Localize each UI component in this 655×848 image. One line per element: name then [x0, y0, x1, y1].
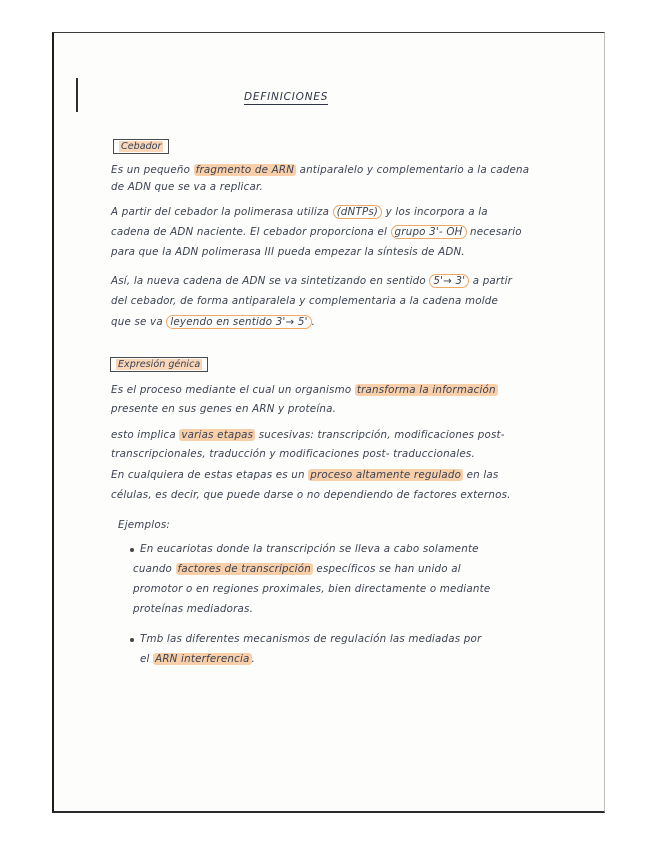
text-line: del cebador, de forma antiparalela y complementaria a la cadena molde [111, 295, 499, 307]
circled-term: grupo 3'- OH [391, 225, 467, 239]
text-line: Así, la nueva cadena de ADN se va sintetizando en sentido 5'→ 3' a partir [111, 275, 513, 287]
circled-term: 5'→ 3' [429, 274, 469, 288]
text-line: promotor o en regiones proximales, bien directamente o mediante [133, 583, 491, 595]
highlight: factores de transcripción [177, 563, 311, 575]
text-line: Es un pequeño fragmento de ARN antiparalelo y complementario a la cadena [111, 164, 530, 176]
text-line: presente en sus genes en ARN y proteína. [111, 403, 337, 415]
section-heading-cebador [113, 139, 169, 154]
text-line: Es el proceso mediante el cual un organismo transforma la información [111, 384, 496, 396]
highlight: ARN interferencia [155, 653, 250, 665]
page-title: DEFINICIONES [244, 91, 329, 103]
text-line: proteínas mediadoras. [133, 603, 254, 615]
margin-mark [76, 78, 78, 112]
section-heading-expresion-genica [110, 357, 208, 372]
text-line: En eucariotas donde la transcripción se lleva a cabo solamente [140, 543, 479, 555]
highlight: fragmento de ARN [195, 164, 295, 176]
section-heading-label: Expresión génica [118, 359, 201, 370]
text-line: cadena de ADN naciente. El cebador proporciona el grupo 3'- OH necesario [111, 226, 522, 238]
text-line: para que la ADN polimerasa III pueda empezar la síntesis de ADN. [111, 246, 465, 258]
highlight: transforma la información [356, 384, 496, 396]
text-line: esto implica varias etapas sucesivas: transcripción, modificaciones post- [111, 429, 505, 441]
text-line: cuando factores de transcripción específicos se han unido al [133, 563, 461, 575]
text-line: células, es decir, que puede darse o no dependiendo de factores externos. [111, 489, 511, 501]
bullet-dot [130, 548, 134, 552]
text-line: En cualquiera de estas etapas es un proceso altamente regulado en las [111, 469, 499, 481]
text-line: el ARN interferencia . [140, 653, 256, 665]
highlight: varias etapas [181, 429, 254, 441]
text-line: que se va leyendo en sentido 3'→ 5' . [111, 316, 316, 328]
text-line: A partir del cebador la polimerasa utiliza (dNTPs) y los incorpora a la [111, 206, 488, 218]
text-line: transcripcionales, traducción y modificaciones post- traduccionales. [111, 448, 475, 460]
text-line: Tmb las diferentes mecanismos de regulación las mediadas por [140, 633, 482, 645]
scan-margin [0, 0, 655, 32]
examples-label: Ejemplos: [118, 519, 171, 531]
bullet-dot [130, 638, 134, 642]
section-heading-label: Cebador [121, 141, 162, 152]
circled-term: leyendo en sentido 3'→ 5' [166, 315, 311, 329]
text-line: de ADN que se va a replicar. [111, 181, 263, 193]
circled-term: (dNTPs) [333, 205, 383, 219]
highlight: proceso altamente regulado [310, 469, 462, 481]
